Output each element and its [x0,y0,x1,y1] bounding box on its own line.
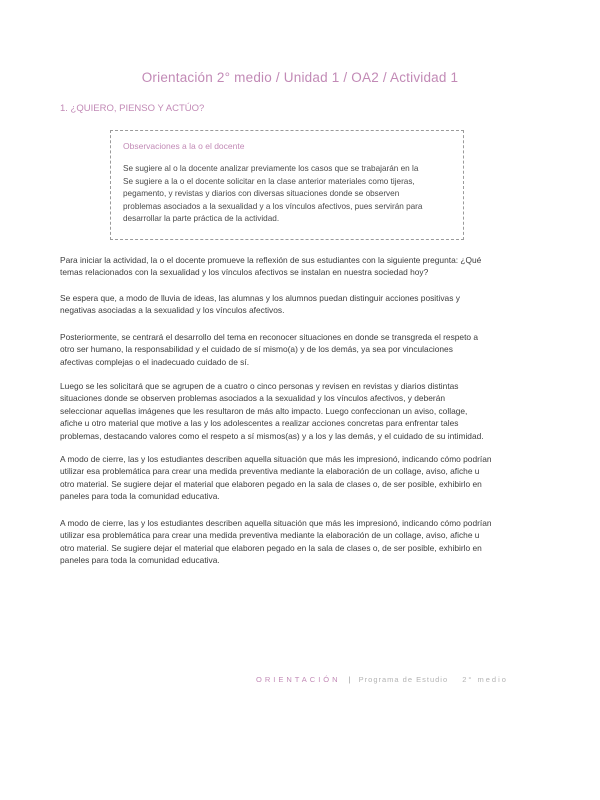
paragraph-line: otro ser humano, la responsabilidad y el cuidado de sí mismo(a) y de los demás, ya sea por vinculaciones [60,344,453,355]
observaciones-line: pegamento, y revistas y diarios con diversas situaciones donde se observen [123,189,400,199]
observaciones-title: Observaciones a la o el docente [123,141,245,151]
paragraph-line: otro material. Se sugiere dejar el material que elaboren pegado en la sala de clases o, de ser posible, exhibirlo en [60,478,482,489]
paragraph-line: A modo de cierre, las y los estudiantes describen aquella situación que más les impresionó, indicando cómo podrían [60,454,492,464]
footer-separator: | [348,675,351,684]
paragraph-line: paneles para toda la comunidad educativa. [60,491,220,502]
paragraph-cierre-repeat [60,517,544,567]
paragraph-line: paneles para toda la comunidad educativa. [60,555,220,566]
paragraph-intro [60,254,544,279]
page-title: Orientación 2° medio / Unidad 1 / OA2 / Actividad 1 [141,70,459,85]
footer-program: Programa de Estudio [358,675,449,684]
paragraph-line: utilizar esa problemática para crear una medida preventiva mediante la elaboración de un collage, aviso, afiche u [60,466,480,477]
paragraph-line: temas relacionados con la sexualidad y los vínculos afectivos se instalan en nuestra sociedad hoy? [60,267,429,278]
observaciones-box [110,130,464,240]
section-heading: 1. ¿QUIERO, PIENSO Y ACTÚO? [60,103,205,114]
observaciones-text [123,163,453,226]
observaciones-line: desarrollar la parte práctica de la actividad. [123,214,280,224]
paragraph-line: utilizar esa problemática para crear una medida preventiva mediante la elaboración de un collage, aviso, afiche u [60,530,480,541]
paragraph-line: negativas asociadas a la sexualidad y los vínculos afectivos. [60,305,285,316]
paragraph-line: afectivas complejas o el inadecuado cuidado de sí. [60,356,250,367]
paragraph-line: seleccionar aquellas imágenes que les resultaron de más alto impacto. Luego confeccionan un aviso, collage, [60,405,468,416]
footer-level: 2° medio [462,675,508,684]
paragraph-line: Luego se les solicitará que se agrupen de a cuatro o cinco personas y revisen en revistas y diarios distintas [60,381,459,391]
paragraph-line: A modo de cierre, las y los estudiantes describen aquella situación que más les impresionó, indicando cómo podrían [60,518,492,528]
observaciones-line: problemas asociados a la sexualidad y a los vínculos afectivos, pues servirán para [123,201,423,211]
paragraph-line: afiche u otro material que motive a las y los adolescentes a realizar acciones concretas para enfrentar tales [60,418,459,429]
observaciones-line: Se sugiere a la o el docente solicitar en la clase anterior materiales como tijeras, [123,176,415,186]
paragraph-posteriormente [60,331,544,368]
footer-brand: ORIENTACIÓN [256,675,341,684]
observaciones-line: Se sugiere al o la docente analizar previamente los casos que se trabajarán en la [123,164,419,173]
page-footer [256,675,508,684]
paragraph-cierre [60,453,544,503]
paragraph-line: Posteriormente, se centrará el desarrollo del tema en reconocer situaciones en donde se transgreda el respeto a [60,332,479,342]
paragraph-line: otro material. Se sugiere dejar el material que elaboren pegado en la sala de clases o, de ser posible, exhibirlo en [60,542,482,553]
paragraph-lluvia-ideas [60,292,544,317]
paragraph-line: Se espera que, a modo de lluvia de ideas, las alumnas y los alumnos puedan distinguir acciones positivas y [60,293,460,303]
paragraph-line: situaciones donde se observen problemas asociados a la sexualidad y los vínculos afectivos, y deberán [60,393,446,404]
paragraph-line: problemas, destacando valores como el respeto a sí mismos(as) y a los y las demás, y el cuidado de su intimidad. [60,430,484,441]
paragraph-line: Para iniciar la actividad, la o el docente promueve la reflexión de sus estudiantes con la siguiente pregunta: ¿Qué [60,255,482,265]
paragraph-grupos [60,380,544,442]
